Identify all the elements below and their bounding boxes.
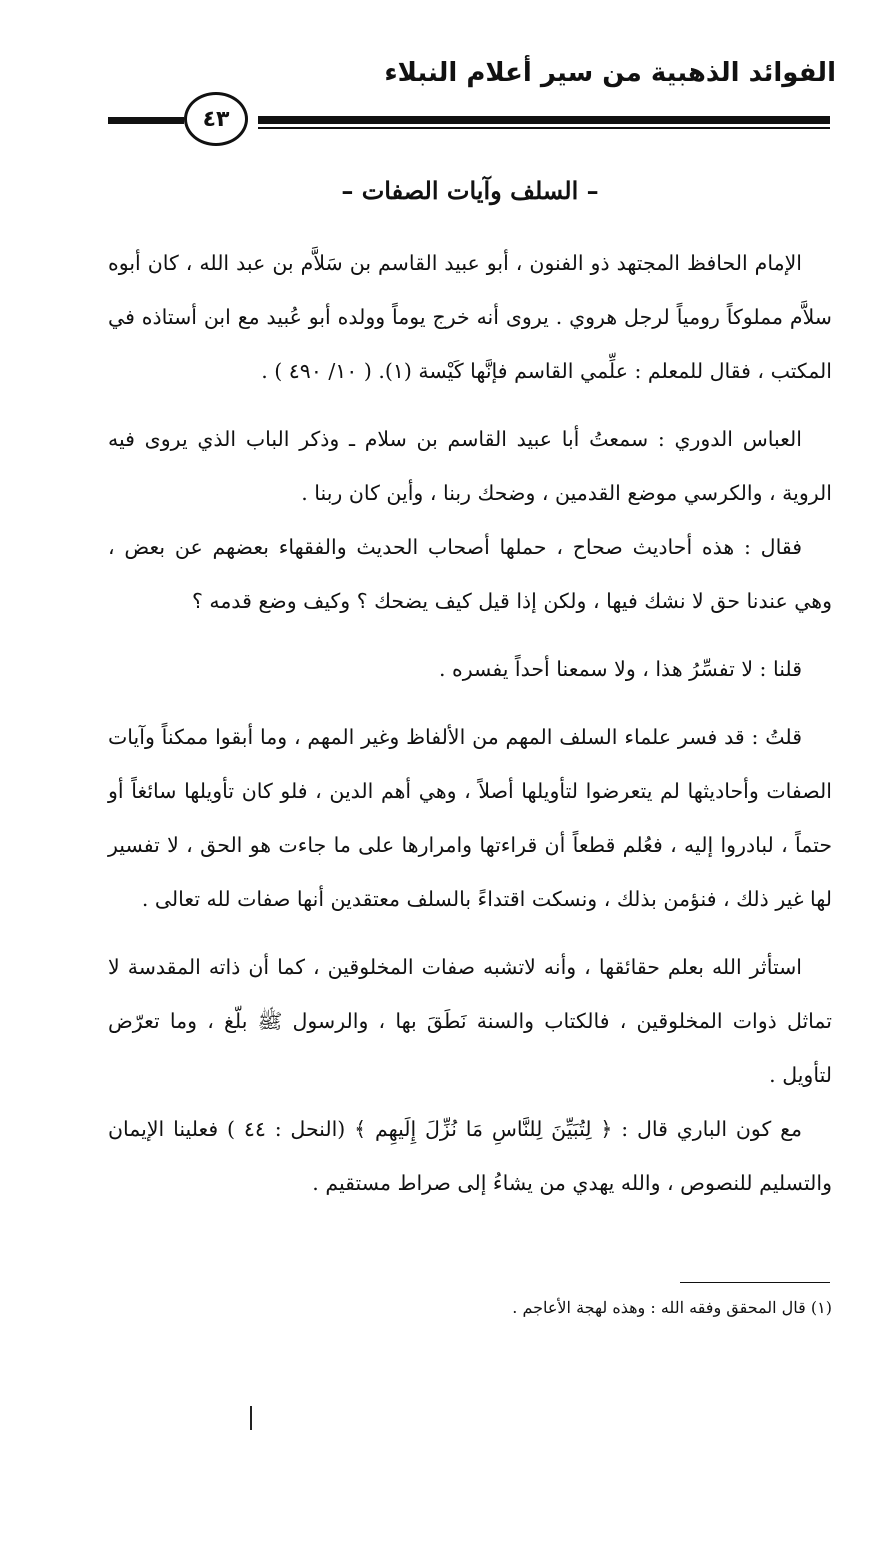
header-rule-left [108,117,184,124]
footnote-divider [680,1282,830,1283]
page-number: ٤٣ [184,92,248,146]
section-title: – السلف وآيات الصفات – [341,176,599,205]
paragraph-6: استأثر الله بعلم حقائقها ، وأنه لاتشبه صفات المخلوقين ، كما أن ذاته المقدسة لا تماثل ذوات المخلوقين ، فالكتاب والسنة نَطَقَ بها ، والرسول ﷺ بلّغ ، وما تعرّض لتأويل . [108,955,832,1087]
paragraph-3: فقال : هذه أحاديث صحاح ، حملها أصحاب الحديث والفقهاء بعضهم عن بعض ، وهي عندنا حق لا نشك فيها ، ولكن إذا قيل كيف يضحك ؟ وكيف وضع قدمه ؟ [108,535,832,613]
book-title: الفوائد الذهبية من سير أعلام النبلاء [384,58,836,88]
paragraph-7: مع كون الباري قال : ﴿ لِتُبَيِّنَ لِلنَّاسِ مَا نُزِّلَ إِلَيهِم ﴾ (النحل : ٤٤ ) فعلينا الإيمان والتسليم للنصوص ، والله يهدي من يشاءُ إلى صراط مستقيم . [108,1117,832,1195]
footnote: (١) قال المحقق وفقه الله : وهذه لهجة الأعاجم . [512,1298,832,1317]
body-text [108,236,832,1210]
paragraph-2: العباس الدوري : سمعتُ أبا عبيد القاسم بن سلام ـ وذكر الباب الذي يروى فيه الروية ، والكرسي موضع القدمين ، وضحك ربنا ، وأين كان ربنا . [108,427,832,505]
paragraph-5: قلتُ : قد فسر علماء السلف المهم من الألفاظ وغير المهم ، وما أبقوا ممكناً وآيات الصفات وأحاديثها لم يتعرضوا لتأويلها أصلاً ، وهي أهم الدين ، فلو كان تأويلها سائغاً أو حتماً ، لبادروا إليه ، فعُلم قطعاً أن قراءتها وامرارها على ما جاءت هو الحق ، لا تفسير لها غير ذلك ، فنؤمن بذلك ، ونسكت اقتداءً بالسلف معتقدين أنها صفات لله تعالى . [108,725,832,911]
header-rule-thin [258,127,830,129]
paragraph-1: الإمام الحافظ المجتهد ذو الفنون ، أبو عبيد القاسم بن سَلاَّم بن عبد الله ، كان أبوه سلاَّم مملوكاً رومياً لرجل هروي . يروى أنه خرج يوماً وولده أبو عُبيد مع ابن أستاذه في المكتب ، فقال للمعلم : علِّمي القاسم فإنَّها كَيْسة (١). ( ١٠/ ٤٩٠ ) . [108,251,832,383]
header-rule [258,116,830,124]
paragraph-4: قلنا : لا تفسِّرُ هذا ، ولا سمعنا أحداً يفسره . [438,657,802,681]
scan-mark [250,1406,252,1430]
